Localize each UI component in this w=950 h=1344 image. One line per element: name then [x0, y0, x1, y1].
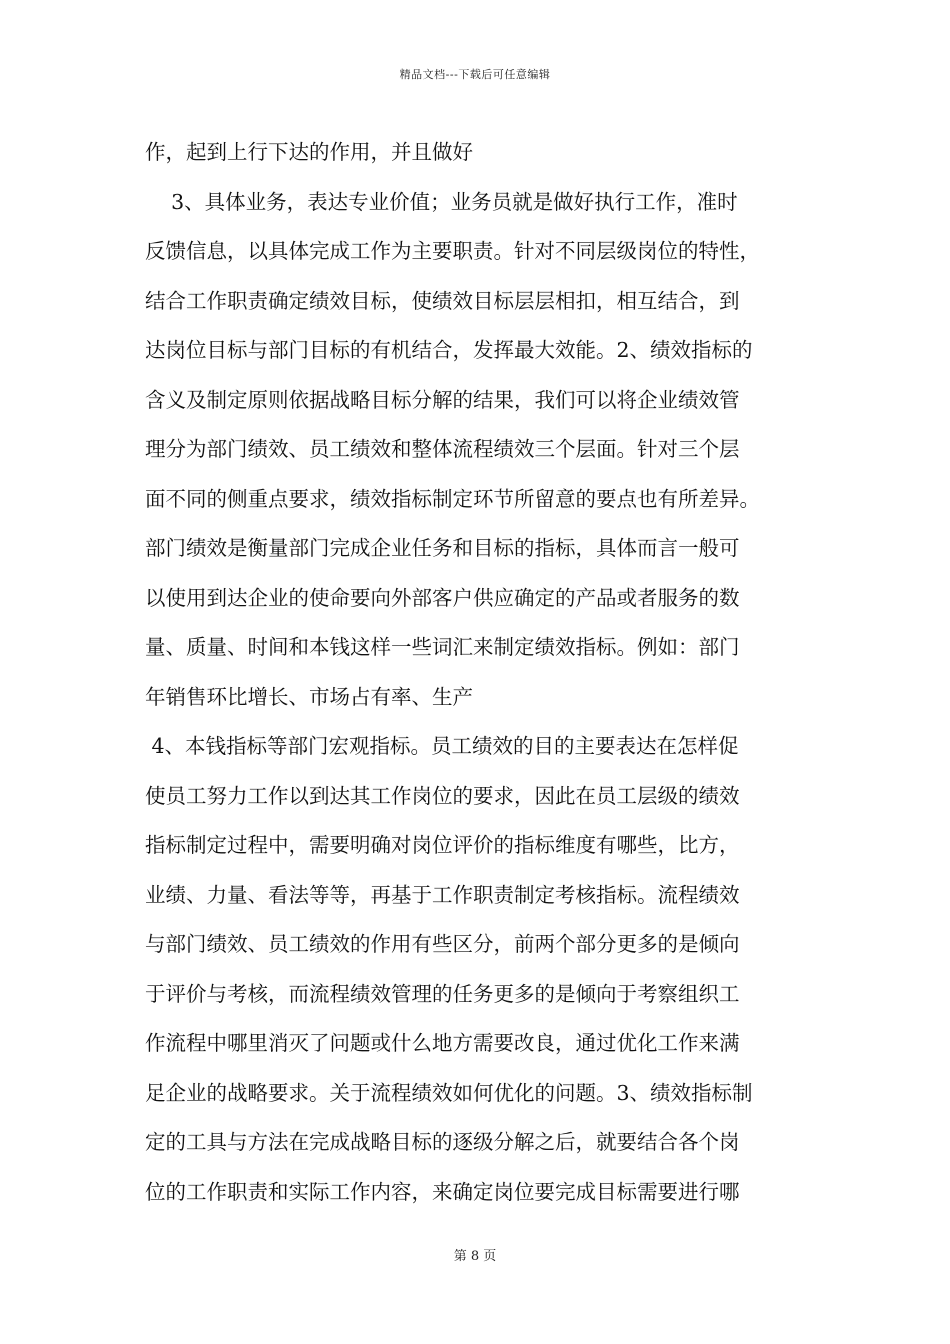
text-line: 理分为部门绩效、员工绩效和整体流程绩效三个层面。针对三个层 — [145, 437, 740, 461]
text-line: 量、质量、时间和本钱这样一些词汇来制定绩效指标。例如：部门 — [145, 635, 740, 659]
text-line: 年销售环比增长、市场占有率、生产 — [145, 684, 473, 709]
text-line: 使员工努力工作以到达其工作岗位的要求，因此在员工层级的绩效 — [145, 783, 740, 808]
text-line: 作流程中哪里消灭了问题或什么地方需要改良，通过优化工作来满 — [145, 1031, 740, 1055]
text-line: 反馈信息，以具体完成工作为主要职责。针对不同层级岗位的特性， — [145, 239, 760, 263]
text-line: 定的工具与方法在完成战略目标的逐级分解之后，就要结合各个岗 — [145, 1130, 740, 1154]
text-line: 以使用到达企业的使命要向外部客户供应确定的产品或者服务的数 — [145, 585, 740, 610]
text-line: 位的工作职责和实际工作内容，来确定岗位要完成目标需要进行哪 — [145, 1179, 740, 1204]
text-line: 业绩、力量、看法等等，再基于工作职责制定考核指标。流程绩效 — [145, 882, 740, 907]
text-line: 4、本钱指标等部门宏观指标。员工绩效的目的主要表达在怎样促 — [145, 734, 739, 758]
text-line: 作，起到上行下达的作用，并且做好 — [145, 140, 473, 164]
text-line: 达岗位目标与部门目标的有机结合，发挥最大效能。2、绩效指标的 — [145, 338, 753, 362]
page-header: 精品文档---下载后可任意编辑 — [399, 68, 551, 81]
text-line: 指标制定过程中，需要明确对岗位评价的指标维度有哪些，比方， — [145, 833, 740, 857]
text-line: 含义及制定原则依据战略目标分解的结果，我们可以将企业绩效管 — [145, 387, 740, 412]
page-number: 第 8 页 — [453, 1249, 497, 1264]
text-line: 面不同的侧重点要求，绩效指标制定环节所留意的要点也有所差异。 — [145, 486, 760, 511]
text-line: 与部门绩效、员工绩效的作用有些区分，前两个部分更多的是倾向 — [145, 932, 740, 956]
text-line: 3、具体业务，表达专业价值；业务员就是做好执行工作，准时 — [145, 189, 738, 214]
text-line: 结合工作职责确定绩效目标，使绩效目标层层相扣，相互结合，到 — [145, 288, 740, 313]
document-body — [145, 134, 825, 1223]
text-line: 于评价与考核，而流程绩效管理的任务更多的是倾向于考察组织工 — [145, 981, 740, 1006]
text-line: 足企业的战略要求。关于流程绩效如何优化的问题。3、绩效指标制 — [145, 1080, 753, 1105]
text-line: 部门绩效是衡量部门完成企业任务和目标的指标，具体而言一般可 — [145, 536, 740, 560]
